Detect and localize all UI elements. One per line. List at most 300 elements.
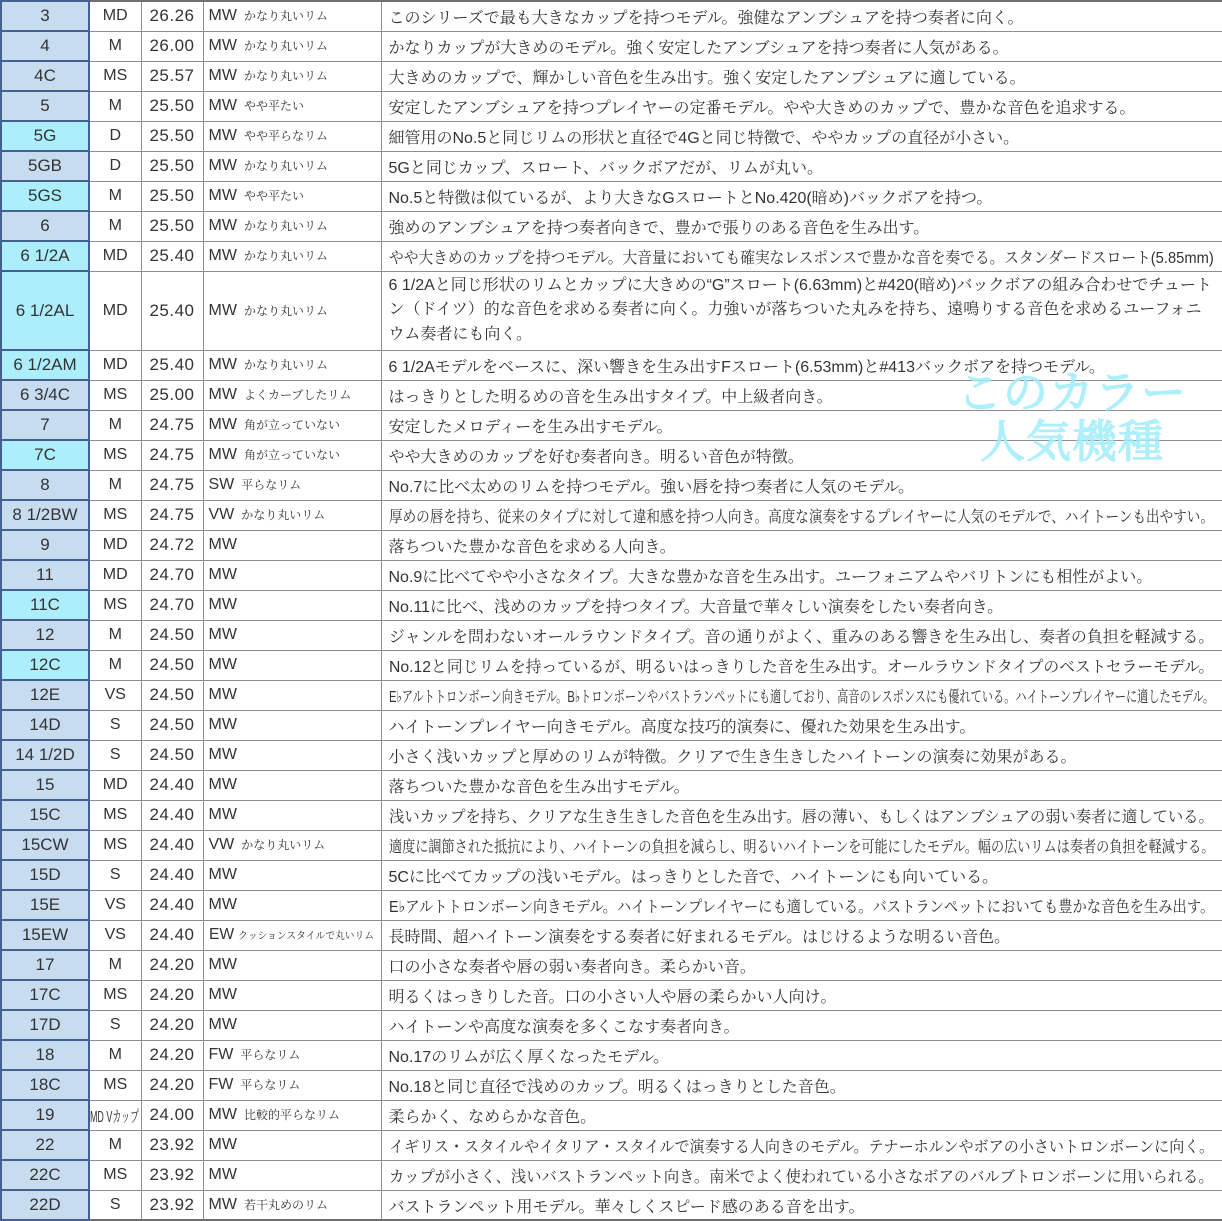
model-label: 6 1/2A bbox=[20, 246, 70, 265]
model-label: 9 bbox=[40, 535, 50, 555]
spec-table-body bbox=[1, 1, 1222, 1220]
model-cell bbox=[1, 1040, 89, 1070]
diameter-value: 24.70 bbox=[149, 595, 195, 615]
model-label: 14 1/2D bbox=[15, 745, 75, 765]
cup-depth-label: M bbox=[108, 1136, 122, 1154]
cup-depth-cell bbox=[89, 620, 141, 650]
rim-code: MW bbox=[208, 896, 237, 914]
description-cell bbox=[381, 1160, 1222, 1190]
model-cell bbox=[1, 1160, 89, 1190]
cup-depth-cell bbox=[89, 380, 141, 410]
rim-note: やや平たい bbox=[243, 189, 304, 203]
diameter-cell bbox=[141, 830, 203, 860]
rim-label bbox=[209, 1076, 301, 1094]
description-text: 安定したメロディーを生み出すモデル。 bbox=[388, 418, 673, 436]
description-text: 口の小さな奏者や唇の弱い奏者向き。柔らかい音。 bbox=[388, 958, 756, 976]
diameter-value: 24.50 bbox=[149, 685, 195, 705]
model-label: 15 bbox=[35, 775, 55, 795]
cup-depth-label: MD bbox=[102, 356, 128, 374]
rim-code: MW bbox=[208, 716, 237, 734]
table-row bbox=[1, 121, 1222, 151]
rim-note: 若干丸めのリム bbox=[243, 1198, 328, 1213]
cup-depth-label: MS bbox=[103, 1166, 128, 1184]
description-cell bbox=[381, 470, 1222, 500]
rim-note: やや平たい bbox=[243, 99, 304, 113]
diameter-cell bbox=[141, 151, 203, 181]
rim-cell bbox=[203, 181, 381, 211]
cup-depth-label: MD bbox=[102, 247, 128, 264]
rim-label bbox=[209, 157, 328, 175]
rim-code: MW bbox=[208, 356, 237, 374]
table-row bbox=[1, 1100, 1222, 1130]
description-cell bbox=[381, 350, 1222, 380]
diameter-value: 26.00 bbox=[149, 36, 195, 55]
cup-depth-cell bbox=[89, 530, 141, 560]
description-text: 浅いカップを持ち、クリアな生き生きした音色を生み出す。唇の薄い、もしくはアンブシュアの弱い奏者に適している。 bbox=[388, 808, 1214, 826]
diameter-cell bbox=[141, 1160, 203, 1190]
rim-cell bbox=[203, 410, 381, 440]
table-row bbox=[1, 271, 1222, 350]
cup-depth-label: M bbox=[108, 626, 122, 644]
cup-depth-label: MS bbox=[103, 506, 128, 524]
description-text: 長時間、超ハイトーン演奏をする奏者に好まれるモデル。はじけるような明るい音色。 bbox=[388, 928, 1011, 946]
diameter-value: 24.75 bbox=[149, 475, 195, 495]
rim-code: MW bbox=[208, 626, 237, 644]
cup-depth-cell bbox=[89, 650, 141, 680]
description-text: やや大きめのカップを好む奏者向き。明るい音色が特徴。 bbox=[388, 448, 804, 466]
description-cell bbox=[381, 211, 1222, 241]
diameter-value: 24.50 bbox=[149, 625, 195, 645]
rim-code: VW bbox=[208, 506, 235, 524]
table-row bbox=[1, 620, 1222, 650]
rim-cell bbox=[203, 91, 381, 121]
model-label: 4 bbox=[40, 36, 50, 55]
rim-code: MW bbox=[208, 956, 237, 974]
rim-cell bbox=[203, 151, 381, 181]
rim-label bbox=[209, 566, 237, 584]
cup-depth-label: MS bbox=[103, 596, 128, 614]
model-cell bbox=[1, 740, 89, 770]
table-row bbox=[1, 920, 1222, 950]
model-label: 12 bbox=[35, 625, 55, 645]
cup-depth-label: M bbox=[108, 1046, 122, 1064]
rim-label bbox=[209, 776, 237, 794]
rim-cell bbox=[203, 470, 381, 500]
rim-label bbox=[209, 302, 328, 320]
model-label: 15E bbox=[29, 895, 61, 915]
description-text: 落ちついた豊かな音色を求める人向き。 bbox=[388, 538, 676, 556]
rim-label bbox=[209, 97, 304, 115]
diameter-cell bbox=[141, 440, 203, 470]
rim-label bbox=[209, 506, 326, 524]
rim-code: VW bbox=[208, 836, 235, 854]
description-cell bbox=[381, 710, 1222, 740]
description-cell bbox=[381, 590, 1222, 620]
rim-code: MW bbox=[208, 746, 237, 764]
diameter-cell bbox=[141, 590, 203, 620]
model-cell bbox=[1, 980, 89, 1010]
cup-depth-label: VS bbox=[104, 686, 126, 704]
rim-label bbox=[209, 1016, 237, 1034]
description-text: 6 1/2Aと同じ形状のリムとカップに大きめの“G”スロート(6.63mm)と#420(暗め)バックボアの組み合わせでチュートン（ドイツ）的な音色を求める奏者に向く。力強いが落ちついた丸みを持ち、遠鳴りする音色を求めるユーフォニウム奏者にも向く。 bbox=[388, 276, 1212, 344]
table-row bbox=[1, 61, 1222, 91]
rim-label bbox=[209, 187, 304, 205]
diameter-value: 23.92 bbox=[149, 1165, 195, 1185]
description-text: このシリーズで最も大きなカップを持つモデル。強健なアンブシュアを持つ奏者に向く。 bbox=[388, 9, 1024, 27]
description-cell bbox=[381, 1040, 1222, 1070]
model-label: 5GS bbox=[27, 186, 63, 205]
model-cell bbox=[1, 1100, 89, 1130]
diameter-cell bbox=[141, 1070, 203, 1100]
diameter-cell bbox=[141, 980, 203, 1010]
cup-depth-cell bbox=[89, 950, 141, 980]
model-label: 15C bbox=[29, 805, 61, 825]
table-row bbox=[1, 211, 1222, 241]
description-cell bbox=[381, 770, 1222, 800]
rim-cell bbox=[203, 650, 381, 680]
cup-depth-cell bbox=[89, 1010, 141, 1040]
rim-cell bbox=[203, 61, 381, 91]
rim-code: MW bbox=[208, 97, 237, 114]
description-cell bbox=[381, 1070, 1222, 1100]
description-text: 適度に調節された抵抗により、ハイトーンの負担を減らし、明るいハイトーンを可能にしたモデル。幅の広いリムは奏者の負担を軽減する。 bbox=[388, 838, 1214, 856]
description-cell bbox=[381, 860, 1222, 890]
rim-label bbox=[209, 626, 237, 644]
model-cell bbox=[1, 121, 89, 151]
rim-code: MW bbox=[208, 37, 237, 54]
diameter-value: 23.92 bbox=[149, 1135, 195, 1155]
diameter-cell bbox=[141, 1100, 203, 1130]
diameter-cell bbox=[141, 1010, 203, 1040]
description-text: No.11に比べ、浅めのカップを持つタイプ。大音量で華々しい演奏をしたい奏者向き。 bbox=[388, 598, 1004, 616]
description-text: やや大きめのカップを持つモデル。大音量においても確実なレスポンスで豊かな音を奏でる。スタンダードスロート(5.85mm) bbox=[388, 249, 1214, 267]
cup-depth-label: M bbox=[108, 217, 122, 234]
description-text: 大きめのカップで、輝かしい音色を生み出す。強く安定したアンブシュアに適している。 bbox=[388, 69, 1026, 87]
model-cell bbox=[1, 470, 89, 500]
description-text: バストランペット用モデル。華々しくスピード感のある音を出す。 bbox=[388, 1198, 865, 1216]
description-cell bbox=[381, 151, 1222, 181]
cup-depth-cell bbox=[89, 830, 141, 860]
rim-note: 角が立っていない bbox=[243, 448, 340, 463]
rim-cell bbox=[203, 740, 381, 770]
cup-depth-cell bbox=[89, 470, 141, 500]
rim-label bbox=[209, 247, 328, 265]
model-cell bbox=[1, 560, 89, 590]
rim-code: MW bbox=[208, 157, 237, 174]
model-label: 17C bbox=[29, 985, 61, 1005]
cup-depth-label: MS bbox=[103, 67, 128, 84]
rim-code: MW bbox=[208, 566, 237, 584]
table-row bbox=[1, 1010, 1222, 1040]
diameter-cell bbox=[141, 710, 203, 740]
diameter-value: 25.50 bbox=[149, 126, 195, 145]
description-cell bbox=[381, 181, 1222, 211]
diameter-value: 24.40 bbox=[149, 895, 195, 915]
rim-note: かなり丸いリム bbox=[241, 838, 326, 853]
rim-note: 比較的平らなリム bbox=[243, 1108, 340, 1123]
description-cell bbox=[381, 121, 1222, 151]
diameter-cell bbox=[141, 470, 203, 500]
description-cell bbox=[381, 740, 1222, 770]
rim-code: MW bbox=[208, 1106, 237, 1124]
rim-cell bbox=[203, 1130, 381, 1160]
model-cell bbox=[1, 860, 89, 890]
model-label: 12E bbox=[29, 685, 61, 705]
model-cell bbox=[1, 620, 89, 650]
rim-cell bbox=[203, 1070, 381, 1100]
model-cell bbox=[1, 410, 89, 440]
diameter-cell bbox=[141, 211, 203, 241]
model-label: 5 bbox=[40, 96, 50, 115]
rim-cell bbox=[203, 680, 381, 710]
description-cell bbox=[381, 241, 1222, 271]
rim-label bbox=[209, 536, 237, 554]
cup-depth-cell bbox=[89, 800, 141, 830]
cup-depth-cell bbox=[89, 500, 141, 530]
diameter-value: 26.26 bbox=[149, 6, 195, 26]
table-row bbox=[1, 470, 1222, 500]
rim-note: かなり丸いリム bbox=[243, 159, 328, 173]
model-cell bbox=[1, 1190, 89, 1220]
model-cell bbox=[1, 770, 89, 800]
cup-depth-cell bbox=[89, 211, 141, 241]
cup-depth-label: VS bbox=[104, 926, 126, 944]
cup-depth-cell bbox=[89, 350, 141, 380]
cup-depth-cell bbox=[89, 680, 141, 710]
rim-cell bbox=[203, 350, 381, 380]
description-text: はっきりとした明るめの音を生み出すタイプ。中上級者向き。 bbox=[388, 388, 833, 406]
diameter-cell bbox=[141, 770, 203, 800]
cup-depth-cell bbox=[89, 410, 141, 440]
rim-code: MW bbox=[208, 67, 237, 84]
cup-depth-cell bbox=[89, 740, 141, 770]
description-text: No.12と同じリムを持っているが、明るいはっきりした音を生み出す。オールラウンドタイプのベストセラーモデル。 bbox=[388, 658, 1214, 676]
rim-label bbox=[209, 386, 352, 404]
rim-note: かなり丸いリム bbox=[241, 508, 326, 523]
table-row bbox=[1, 1070, 1222, 1100]
rim-label bbox=[209, 1166, 237, 1184]
cup-depth-label: S bbox=[109, 716, 121, 734]
model-label: 8 bbox=[40, 475, 50, 495]
diameter-cell bbox=[141, 530, 203, 560]
table-row bbox=[1, 1040, 1222, 1070]
cup-depth-cell bbox=[89, 590, 141, 620]
table-row bbox=[1, 590, 1222, 620]
description-text: ジャンルを問わないオールラウンドタイプ。音の通りがよく、重みのある響きを生み出し、奏者の負担を軽減する。 bbox=[388, 628, 1214, 646]
cup-depth-cell bbox=[89, 151, 141, 181]
model-label: 15EW bbox=[21, 925, 69, 945]
cup-depth-label: MD bbox=[102, 7, 128, 25]
model-cell bbox=[1, 590, 89, 620]
model-cell bbox=[1, 151, 89, 181]
rim-code: MW bbox=[208, 1016, 237, 1034]
diameter-value: 24.72 bbox=[149, 535, 195, 555]
rim-label bbox=[209, 37, 328, 55]
description-text: 明るくはっきりした音。口の小さい人や唇の柔らかい人向け。 bbox=[388, 988, 837, 1006]
table-row bbox=[1, 680, 1222, 710]
diameter-value: 24.00 bbox=[149, 1105, 195, 1125]
diameter-cell bbox=[141, 950, 203, 980]
model-label: 7 bbox=[40, 415, 50, 435]
model-label: 6 bbox=[40, 216, 50, 235]
rim-code: EW bbox=[208, 926, 234, 944]
description-text: ハイトーンプレイヤー向きモデル。高度な技巧的演奏に、優れた効果を生み出す。 bbox=[388, 718, 976, 736]
model-cell bbox=[1, 950, 89, 980]
rim-cell bbox=[203, 920, 381, 950]
rim-code: MW bbox=[208, 416, 237, 434]
model-label: 11C bbox=[30, 595, 60, 615]
model-cell bbox=[1, 830, 89, 860]
rim-label bbox=[209, 716, 237, 734]
diameter-value: 25.50 bbox=[149, 186, 195, 205]
cup-depth-cell bbox=[89, 1040, 141, 1070]
rim-cell bbox=[203, 980, 381, 1010]
model-label: 6 3/4C bbox=[19, 385, 71, 405]
rim-code: MW bbox=[208, 386, 237, 404]
cup-depth-label: M bbox=[108, 416, 122, 434]
table-row bbox=[1, 31, 1222, 61]
rim-cell bbox=[203, 830, 381, 860]
rim-cell bbox=[203, 590, 381, 620]
table-row bbox=[1, 830, 1222, 860]
description-cell bbox=[381, 830, 1222, 860]
description-cell bbox=[381, 560, 1222, 590]
model-label: 22 bbox=[35, 1135, 55, 1155]
rim-note: かなり丸いリム bbox=[243, 358, 328, 373]
description-text: 落ちついた豊かな音色を生み出すモデル。 bbox=[388, 778, 690, 796]
rim-cell bbox=[203, 860, 381, 890]
table-row bbox=[1, 740, 1222, 770]
diameter-value: 25.40 bbox=[149, 300, 195, 320]
description-text: No.18と同じ直径で浅めのカップ。明るくはっきりとした音色。 bbox=[388, 1078, 846, 1096]
rim-label bbox=[209, 956, 237, 974]
diameter-value: 25.40 bbox=[149, 246, 195, 265]
description-cell bbox=[381, 980, 1222, 1010]
table-row bbox=[1, 980, 1222, 1010]
description-text: No.7に比べ太めのリムを持つモデル。強い唇を持つ奏者に人気のモデル。 bbox=[388, 478, 915, 496]
description-text: ハイトーンや高度な演奏を多くこなす奏者向き。 bbox=[388, 1018, 740, 1036]
rim-note: クッションスタイルで丸いリム bbox=[237, 931, 374, 943]
rim-cell bbox=[203, 271, 381, 350]
rim-cell bbox=[203, 770, 381, 800]
diameter-cell bbox=[141, 920, 203, 950]
rim-label bbox=[209, 1136, 237, 1154]
model-cell bbox=[1, 181, 89, 211]
description-cell bbox=[381, 91, 1222, 121]
diameter-value: 23.92 bbox=[149, 1195, 195, 1215]
description-text: 5Cに比べてカップの浅いモデル。はっきりとした音で、ハイトーンにも向いている。 bbox=[388, 868, 999, 886]
cup-depth-label: MS bbox=[103, 446, 128, 464]
cup-depth-cell bbox=[89, 1160, 141, 1190]
rim-code: MW bbox=[208, 1136, 237, 1154]
diameter-cell bbox=[141, 1, 203, 31]
description-cell bbox=[381, 950, 1222, 980]
rim-code: FW bbox=[208, 1076, 234, 1094]
cup-depth-cell bbox=[89, 1190, 141, 1220]
description-text: かなりカップが大きめのモデル。強く安定したアンブシュアを持つ奏者に人気がある。 bbox=[388, 39, 1009, 57]
cup-depth-label: S bbox=[109, 866, 121, 884]
cup-depth-label: MD bbox=[102, 566, 128, 584]
rim-cell bbox=[203, 890, 381, 920]
diameter-value: 24.75 bbox=[149, 505, 195, 525]
model-label: 22C bbox=[29, 1165, 61, 1185]
diameter-value: 24.40 bbox=[149, 805, 195, 825]
rim-cell bbox=[203, 950, 381, 980]
rim-cell bbox=[203, 211, 381, 241]
rim-note: よくカーブしたリム bbox=[243, 388, 352, 403]
cup-depth-label: MD Vカップ bbox=[90, 1108, 140, 1126]
diameter-cell bbox=[141, 121, 203, 151]
table-row bbox=[1, 860, 1222, 890]
diameter-value: 24.75 bbox=[149, 445, 195, 465]
cup-depth-label: M bbox=[108, 187, 122, 204]
model-label: 6 1/2AL bbox=[15, 300, 75, 320]
cup-depth-label: S bbox=[109, 1016, 121, 1034]
table-row bbox=[1, 530, 1222, 560]
cup-depth-cell bbox=[89, 1130, 141, 1160]
rim-code: MW bbox=[208, 656, 237, 674]
model-cell bbox=[1, 1, 89, 31]
diameter-value: 24.75 bbox=[149, 415, 195, 435]
description-cell bbox=[381, 650, 1222, 680]
description-text: イギリス・スタイルやイタリア・スタイルで演奏する人向きのモデル。テナーホルンやボアの小さいトロンボーンに向く。 bbox=[388, 1138, 1214, 1156]
table-row bbox=[1, 440, 1222, 470]
cup-depth-label: S bbox=[109, 746, 121, 764]
rim-label bbox=[209, 986, 237, 1004]
rim-label bbox=[209, 217, 328, 235]
description-text: No.9に比べてやや小さなタイプ。大きな豊かな音を生み出す。ユーフォニアムやバリトンにも相性がよい。 bbox=[388, 568, 1153, 586]
cup-depth-label: MS bbox=[103, 1076, 128, 1094]
cup-depth-label: MS bbox=[103, 806, 128, 824]
cup-depth-cell bbox=[89, 181, 141, 211]
table-row bbox=[1, 890, 1222, 920]
rim-label bbox=[209, 656, 237, 674]
rim-code: MW bbox=[208, 776, 237, 794]
rim-code: MW bbox=[208, 596, 237, 614]
cup-depth-label: VS bbox=[104, 896, 126, 914]
rim-cell bbox=[203, 380, 381, 410]
rim-note: かなり丸いリム bbox=[243, 303, 328, 318]
model-label: 3 bbox=[40, 6, 50, 25]
cup-depth-cell bbox=[89, 710, 141, 740]
diameter-cell bbox=[141, 650, 203, 680]
table-row bbox=[1, 241, 1222, 271]
rim-label bbox=[209, 866, 237, 884]
table-row bbox=[1, 1190, 1222, 1220]
rim-cell bbox=[203, 620, 381, 650]
rim-label bbox=[209, 896, 237, 914]
table-row bbox=[1, 950, 1222, 980]
diameter-cell bbox=[141, 271, 203, 350]
rim-note: かなり丸いリム bbox=[243, 39, 328, 53]
description-text: 柔らかく、なめらかな音色。 bbox=[388, 1108, 597, 1126]
rim-label bbox=[209, 926, 374, 944]
description-text: 強めのアンブシュアを持つ奏者向きで、豊かで張りのある音色を生み出す。 bbox=[388, 219, 930, 237]
cup-depth-label: MD bbox=[102, 301, 128, 319]
rim-label bbox=[209, 596, 237, 614]
diameter-value: 25.50 bbox=[149, 156, 195, 175]
table-row bbox=[1, 181, 1222, 211]
cup-depth-label: MD bbox=[102, 776, 128, 794]
diameter-cell bbox=[141, 740, 203, 770]
diameter-value: 24.40 bbox=[149, 925, 195, 945]
table-row bbox=[1, 410, 1222, 440]
description-text: E♭アルトトロンボーン向きモデル。B♭トロンボーンやバストランペットにも適しており、高音のレスポンスにも優れている。ハイトーンプレイヤーに適したモデル。 bbox=[388, 688, 1214, 706]
model-label: 22D bbox=[29, 1195, 61, 1215]
diameter-value: 25.50 bbox=[149, 96, 195, 115]
rim-label bbox=[209, 416, 340, 434]
rim-cell bbox=[203, 121, 381, 151]
